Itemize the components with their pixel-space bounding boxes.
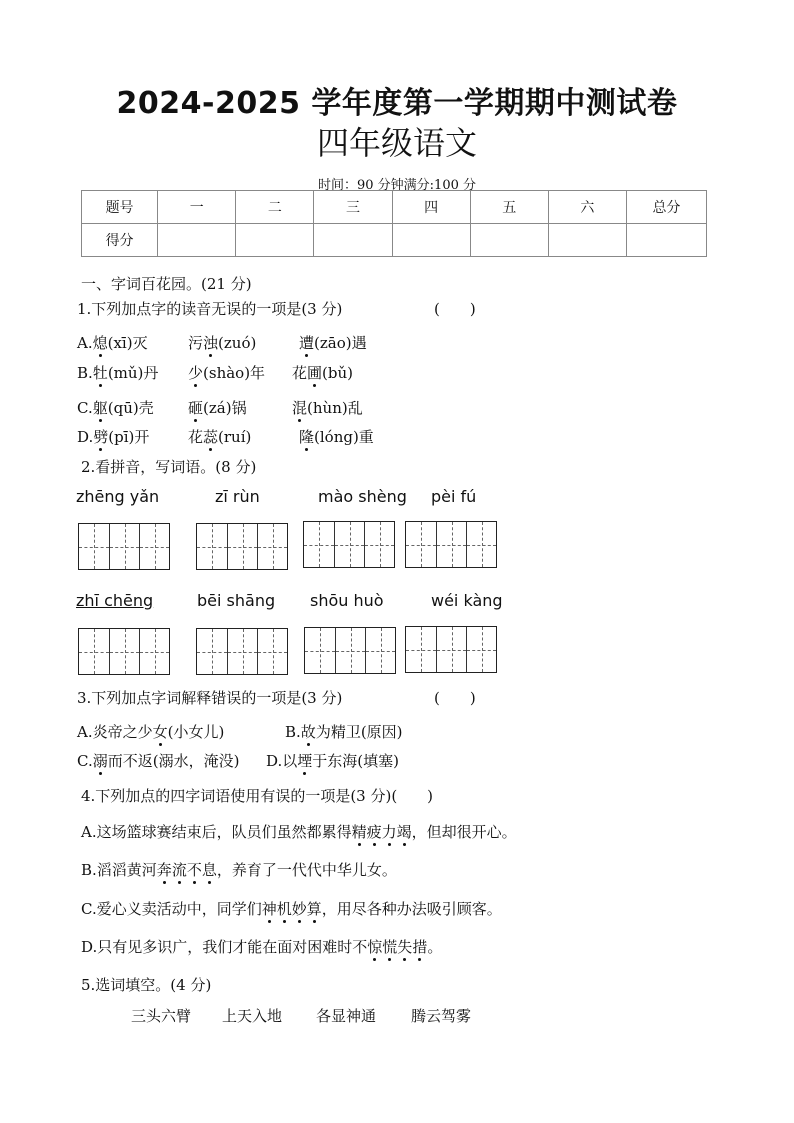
grid-cell[interactable] [109,524,139,569]
tianzige-answer-box[interactable] [405,521,497,568]
score-table-header-row [82,191,707,224]
q3-answer-blank[interactable]: ( ) [434,689,476,707]
score-cell[interactable] [626,224,706,257]
option-text: ，但却很开心。 [411,823,517,841]
score-table-header-cell: 三 [314,191,392,224]
pinyin-text: (lóng)重 [314,428,374,446]
dotted-char: 堙 [297,752,313,770]
pinyin-prompt: shōu huò [310,591,384,610]
dotted-char: 隆 [299,428,315,446]
tianzige-answer-box[interactable] [78,628,170,675]
exam-subtitle: 四年级语文 [316,124,477,162]
option-text: ，养育了一代代中华儿女。 [216,861,397,879]
dotted-char: 流 [171,861,187,879]
pinyin-text: (zá)锅 [203,399,247,417]
word-char: 污 [188,334,204,352]
option-label: A. [77,334,93,352]
q4-option-d [81,936,442,957]
grid-cell[interactable] [139,629,169,674]
grid-cell[interactable] [227,629,257,674]
dotted-char: 疲 [366,823,382,841]
grid-cell[interactable] [466,627,496,672]
pinyin-text: (pī)开 [108,428,150,446]
pinyin-text: (ruí) [218,428,252,446]
dotted-char: 奔 [156,861,172,879]
q1-answer-blank[interactable]: ( ) [434,300,476,318]
dotted-char: 惊 [367,938,383,956]
q1-stem: 1.下列加点字的读音无误的一项是(3 分) [77,300,343,318]
option-text: (小女儿) [167,723,225,741]
tianzige-answer-box[interactable] [78,523,170,570]
q3-option-a [77,721,224,742]
dotted-char: 劈 [93,428,109,446]
grid-cell[interactable] [466,522,496,567]
word-choice: 腾云驾雾 [411,1007,472,1025]
pinyin-text: (zāo)遇 [314,334,367,352]
dotted-char: 失 [397,938,413,956]
grid-cell[interactable] [79,629,109,674]
tianzige-answer-box[interactable] [196,523,288,570]
dotted-char: 妙 [291,900,307,918]
grid-cell[interactable] [197,629,227,674]
q1-option-d-word2 [188,426,251,447]
score-table-header-cell: 题号 [82,191,158,224]
grid-cell[interactable] [257,524,287,569]
dotted-char: 竭 [396,823,412,841]
pinyin-prompt: wéi kàng [431,591,503,610]
dotted-char: 砸 [188,399,204,417]
word-char: 花 [188,428,204,446]
option-text: A.这场篮球赛结束后，队员们虽然都累得 [81,823,352,841]
q1-option-b-word2 [188,362,265,383]
dotted-char: 机 [276,900,292,918]
q3-option-d [266,750,399,771]
dotted-char: 精 [351,823,367,841]
word-choice: 上天入地 [222,1007,283,1025]
grid-cell[interactable] [364,522,394,567]
option-text: ，用尽各种办法吸引顾客。 [321,900,502,918]
grid-cell[interactable] [197,524,227,569]
score-table-header-cell: 四 [392,191,470,224]
pinyin-text: (mǔ)丹 [107,364,159,382]
dotted-char: 浊 [203,334,219,352]
option-text: D.只有见多识广，我们才能在面对困难时不 [81,938,368,956]
grid-cell[interactable] [406,522,436,567]
pinyin-text: (zuó) [218,334,257,352]
pinyin-underlined: zhī chēng [76,591,154,610]
score-table-header-cell: 一 [158,191,236,224]
score-row-label: 得分 [82,224,158,257]
option-text: D.以 [266,752,298,770]
pinyin-prompt: zī rùn [215,487,260,506]
dotted-char: 溺 [92,752,108,770]
grid-cell[interactable] [305,628,335,673]
q1-option-a-word2 [188,332,256,353]
q1-option-c-word3 [292,397,363,418]
q4-stem: 4.下列加点的四字词语使用有误的一项是(3 分)( ) [81,787,434,805]
dotted-char: 故 [300,723,316,741]
dotted-char: 熄 [92,334,108,352]
tianzige-answer-box[interactable] [405,626,497,673]
grid-cell[interactable] [79,524,109,569]
section-heading: 一、字词百花园。(21 分) [81,275,252,293]
q2-stem: 2.看拼音，写词语。(8 分) [81,458,257,476]
option-text: C. [77,752,93,770]
dotted-char: 措 [412,938,428,956]
q1-option-d-word3 [299,426,374,447]
pinyin-text: (hùn)乱 [307,399,363,417]
pinyin-prompt: mào shèng [318,487,407,506]
dotted-char: 圃 [307,364,323,382]
score-table-header-cell: 六 [548,191,626,224]
option-text: 而不返(溺水，淹没) [107,752,240,770]
grid-cell[interactable] [304,522,334,567]
dotted-char: 少 [188,364,204,382]
q1-option-c [77,397,154,418]
tianzige-answer-box[interactable] [303,521,395,568]
q1-option-b-word3 [292,362,353,383]
word-choice: 三头六臂 [131,1007,192,1025]
score-table-header-cell: 二 [236,191,314,224]
option-text: C.爱心义卖活动中，同学们 [81,900,262,918]
q4-option-a [81,821,517,842]
dotted-char: 遭 [299,334,315,352]
option-text: 。 [427,938,443,956]
option-label: C. [77,399,93,417]
q1-option-d [77,426,149,447]
pinyin-text: (shào)年 [203,364,266,382]
score-cell[interactable] [392,224,470,257]
option-text: B.滔滔黄河 [81,861,157,879]
q3-stem: 3.下列加点字词解释错误的一项是(3 分) [77,689,343,707]
dotted-char: 女 [152,723,168,741]
score-cell[interactable] [158,224,236,257]
dotted-char: 息 [201,861,217,879]
score-table [81,190,707,257]
pinyin-text: (qū)壳 [107,399,154,417]
score-table-header-cell: 五 [470,191,548,224]
dotted-char: 混 [292,399,308,417]
pinyin-prompt [76,591,153,610]
q3-option-c [77,750,239,771]
score-table-header-cell: 总分 [626,191,706,224]
grid-cell[interactable] [436,522,466,567]
grid-cell[interactable] [227,524,257,569]
word-choice: 各显神通 [316,1007,377,1025]
pinyin-prompt: bēi shāng [197,591,276,610]
q1-option-b [77,362,158,383]
grid-cell[interactable] [436,627,466,672]
option-text: A.炎帝之少 [77,723,153,741]
grid-cell[interactable] [406,627,436,672]
tianzige-answer-box[interactable] [196,628,288,675]
score-cell[interactable] [548,224,626,257]
time-info: 时间：90 分钟满分:100 分 [318,178,476,193]
q1-option-c-word2 [188,397,247,418]
score-cell[interactable] [236,224,314,257]
grid-cell[interactable] [334,522,364,567]
q4-option-c [81,898,502,919]
pinyin-text: (xī)灭 [107,334,148,352]
q4-option-b [81,859,397,880]
dotted-char: 慌 [382,938,398,956]
grid-cell[interactable] [139,524,169,569]
q1-option-a [77,332,148,353]
dotted-char: 神 [261,900,277,918]
q5-stem: 5.选词填空。(4 分) [81,976,212,994]
pinyin-text: (bǔ) [322,364,353,382]
score-table-score-row [82,224,707,257]
dotted-char: 不 [186,861,202,879]
score-cell[interactable] [314,224,392,257]
q3-option-b [285,721,403,742]
option-text: B. [285,723,301,741]
option-label: B. [77,364,93,382]
q1-option-a-word3 [299,332,367,353]
dotted-char: 力 [381,823,397,841]
dotted-char: 牡 [92,364,108,382]
dotted-char: 躯 [92,399,108,417]
pinyin-prompt: zhēng yǎn [76,487,160,506]
grid-cell[interactable] [109,629,139,674]
dotted-char: 算 [306,900,322,918]
grid-cell[interactable] [257,629,287,674]
score-cell[interactable] [470,224,548,257]
tianzige-answer-box[interactable] [304,627,396,674]
pinyin-prompt: pèi fú [431,487,477,506]
grid-cell[interactable] [365,628,395,673]
option-label: D. [77,428,94,446]
grid-cell[interactable] [335,628,365,673]
option-text: 于东海(填塞) [312,752,399,770]
word-char: 花 [292,364,308,382]
exam-title: 2024-2025 学年度第一学期期中测试卷 [116,86,678,121]
dotted-char: 蕊 [203,428,219,446]
option-text: 为精卫(原因) [315,723,403,741]
